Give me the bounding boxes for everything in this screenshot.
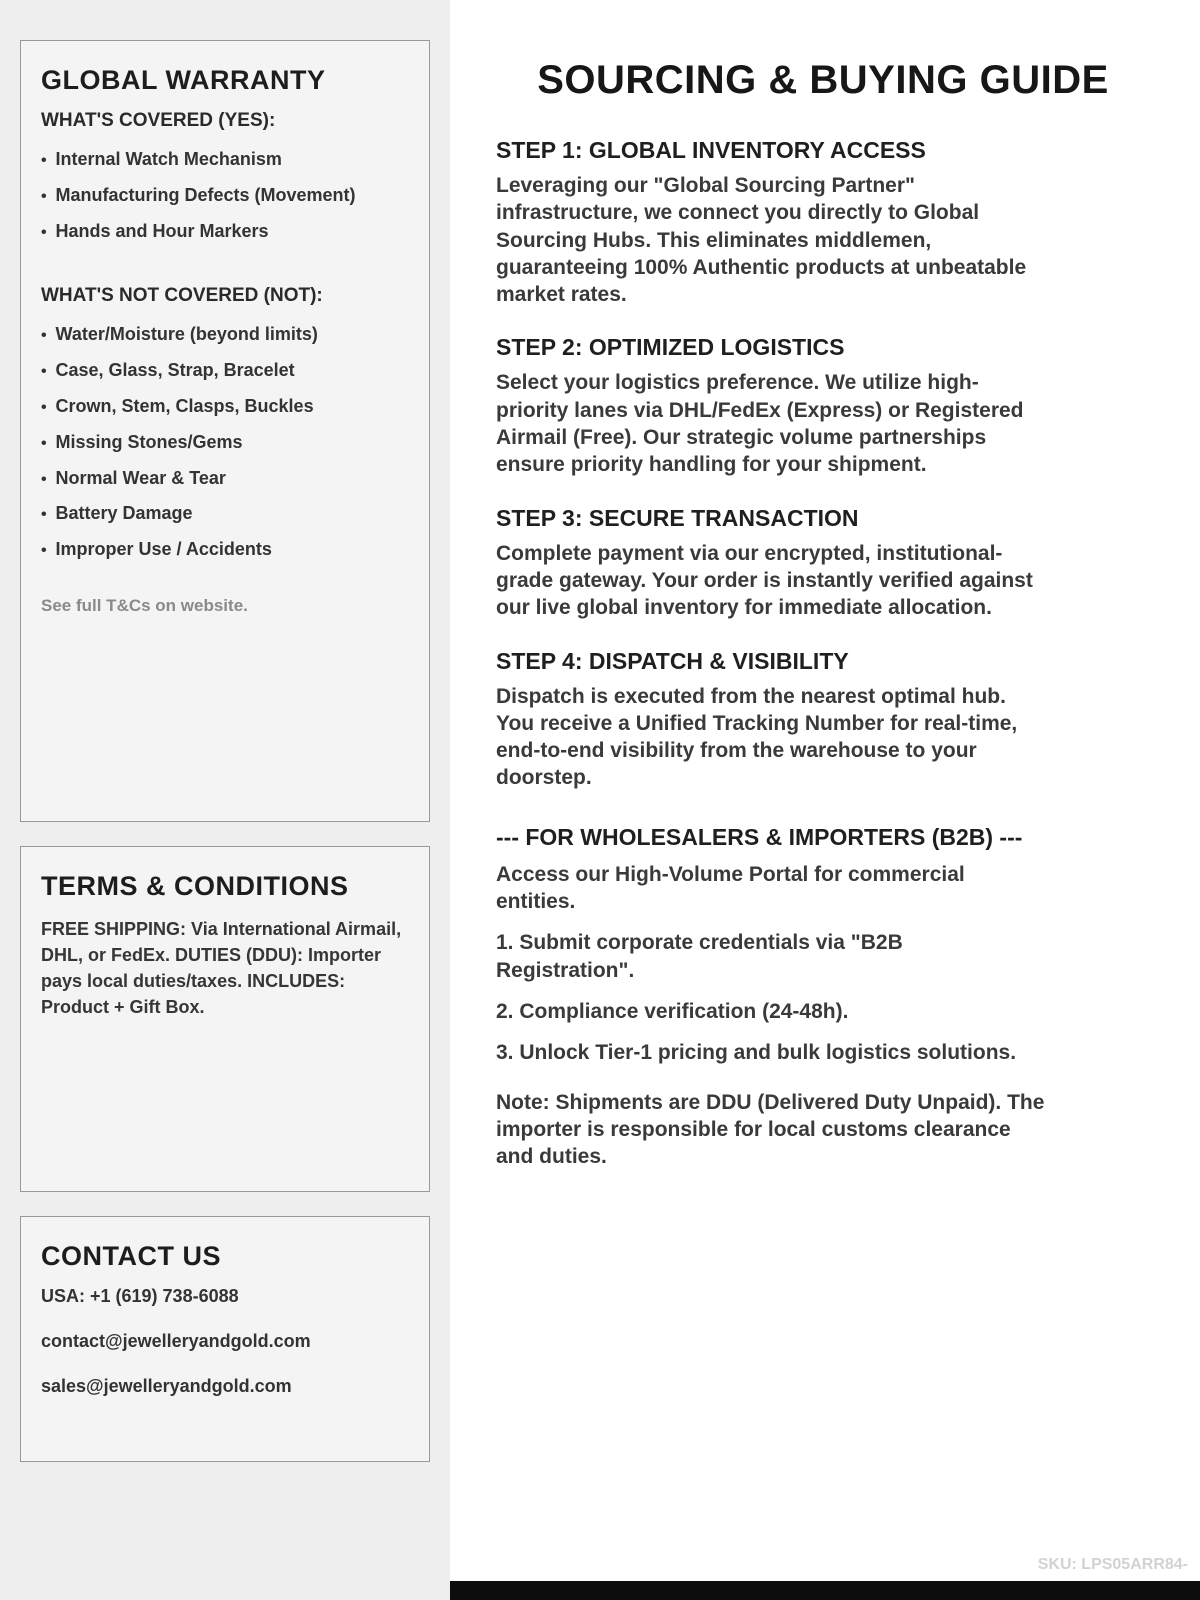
list-item: • Water/Moisture (beyond limits) bbox=[41, 317, 409, 353]
b2b-section bbox=[496, 818, 1150, 1185]
step-4-body: Dispatch is executed from the nearest optimal hub. You receive a Unified Tracking Number for real-time, end-to-end visibility from the warehouse to your doorstep. bbox=[496, 684, 1018, 790]
b2b-step-3: 3. Unlock Tier-1 pricing and bulk logistics solutions. bbox=[496, 1041, 1017, 1065]
warranty-title: GLOBAL WARRANTY bbox=[41, 65, 326, 95]
contact-title: CONTACT US bbox=[41, 1241, 221, 1271]
list-item: • Case, Glass, Strap, Bracelet bbox=[41, 353, 409, 389]
step-2-heading: STEP 2: OPTIMIZED LOGISTICS bbox=[496, 334, 845, 361]
step-3-heading: STEP 3: SECURE TRANSACTION bbox=[496, 504, 859, 531]
list-item: • Internal Watch Mechanism bbox=[41, 142, 409, 178]
sidebar bbox=[0, 0, 450, 1600]
step-4-heading: STEP 4: DISPATCH & VISIBILITY bbox=[496, 647, 849, 674]
step-1-body: Leveraging our "Global Sourcing Partner" infrastructure, we connect you directly to Global Sourcing Hubs. This eliminates middlemen, guaranteeing 100% Authentic products at unbeatable market rates. bbox=[496, 174, 1027, 307]
not-covered-list bbox=[41, 317, 409, 568]
footer-bar bbox=[450, 1581, 1200, 1600]
b2b-step-2: 2. Compliance verification (24-48h). bbox=[496, 999, 849, 1023]
b2b-step-1: 1. Submit corporate credentials via "B2B Registration". bbox=[496, 931, 903, 982]
ddu-note: Note: Shipments are DDU (Delivered Duty Unpaid). The importer is responsible for local customs clearance and duties. bbox=[496, 1090, 1045, 1169]
list-item: • Hands and Hour Markers bbox=[41, 214, 409, 250]
contact-phone: USA: +1 (619) 738-6088 bbox=[41, 1286, 239, 1306]
list-item: • Crown, Stem, Clasps, Buckles bbox=[41, 389, 409, 425]
main-content bbox=[450, 0, 1200, 1600]
step-1-heading: STEP 1: GLOBAL INVENTORY ACCESS bbox=[496, 137, 926, 163]
step-3-section bbox=[496, 505, 1150, 622]
contact-panel bbox=[20, 1216, 430, 1462]
step-1-section bbox=[496, 137, 1150, 308]
covered-list bbox=[41, 142, 409, 249]
global-warranty-panel bbox=[20, 40, 430, 822]
not-covered-heading: WHAT'S NOT COVERED (NOT): bbox=[41, 285, 323, 307]
list-item: • Missing Stones/Gems bbox=[41, 425, 409, 461]
step-4-section bbox=[496, 648, 1150, 792]
covered-heading: WHAT'S COVERED (YES): bbox=[41, 110, 276, 131]
step-2-section bbox=[496, 334, 1150, 478]
page-title: SOURCING & BUYING GUIDE bbox=[537, 58, 1109, 102]
terms-title: TERMS & CONDITIONS bbox=[41, 871, 349, 901]
sku-label: SKU: LPS05ARR84- bbox=[1037, 1556, 1188, 1573]
list-item: • Normal Wear & Tear bbox=[41, 461, 409, 497]
step-2-body: Select your logistics preference. We utilize high-priority lanes via DHL/FedEx (Express) or Registered Airmail (Free). Our strategic volume partnerships ensure priority handling for your shipment. bbox=[496, 371, 1024, 477]
list-item: • Manufacturing Defects (Movement) bbox=[41, 178, 409, 214]
terms-body: FREE SHIPPING: Via International Airmail, DHL, or FedEx. DUTIES (DDU): Importer pays local duties/taxes. INCLUDES: Product + Gift Box. bbox=[41, 919, 402, 1018]
contact-email: contact@jewelleryandgold.com bbox=[41, 1331, 311, 1351]
b2b-heading: --- FOR WHOLESALERS & IMPORTERS (B2B) --- bbox=[496, 823, 1023, 850]
sales-email: sales@jewelleryandgold.com bbox=[41, 1376, 292, 1396]
step-3-body: Complete payment via our encrypted, institutional-grade gateway. Your order is instantly verified against our live global inventory for immediate allocation. bbox=[496, 541, 1033, 620]
warranty-footnote: See full T&Cs on website. bbox=[41, 595, 248, 615]
list-item: • Improper Use / Accidents bbox=[41, 532, 409, 568]
terms-panel bbox=[20, 846, 430, 1192]
b2b-intro: Access our High-Volume Portal for commercial entities. bbox=[496, 862, 965, 914]
list-item: • Battery Damage bbox=[41, 496, 409, 532]
